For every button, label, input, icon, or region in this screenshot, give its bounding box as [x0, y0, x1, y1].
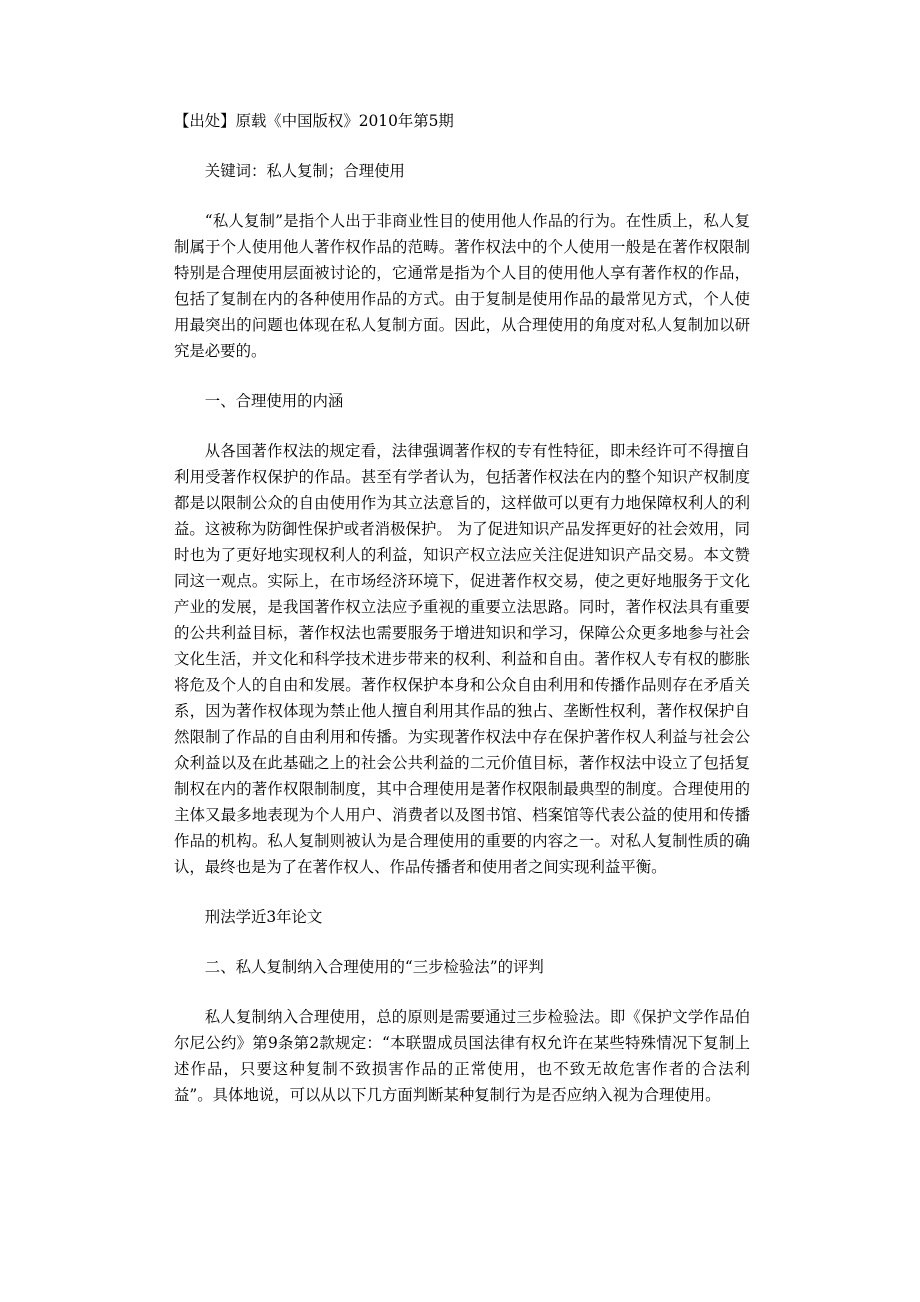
intro-paragraph: “私人复制”是指个人出于非商业性目的使用他人作品的行为。在性质上，私人复制属于个人使用他人著作权作品的范畴。著作权法中的个人使用一般是在著作权限制特别是合理使用层面被讨论的，它通常是指为个人目的使用他人享有著作权的作品，包括了复制在内的各种使用作品的方式。由于复制是使用作品的最常见方式，个人使用最突出的问题也体现在私人复制方面。因此，从合理使用的角度对私人复制加以研究是必要的。 — [174, 212, 750, 360]
section-body-1: 从各国著作权法的规定看，法律强调著作权的专有性特征，即未经许可不得擅自利用受著作权保护的作品。甚至有学者认为，包括著作权法在内的整个知识产权制度都是以限制公众的自由使用作为其立法意旨的，这样做可以更有力地保障权利人的利益。这被称为防御性保护或者消极保护。 为了促进知识产品发挥更好的社会效用，同时也为了更好地实现权利人的利益，知识产权立法应关注促进知识产品交易。本文赞同这一观点。实际上，在市场经济环境下，促进著作权交易，使之更好地服务于文化产业的发展，是我国著作权立法应予重视的重要立法思路。同时，著作权法具有重要的公共利益目标，著作权法也需要服务于增进知识和学习，保障公众更多地参与社会文化生活，并文化和科学技术进步带来的权利、利益和自由。著作权人专有权的膨胀将危及个人的自由和发展。著作权保护本身和公众自由利用和传播作品则存在矛盾关系，因为著作权体现为禁止他人擅自利用其作品的独占、垄断性权利，著作权保护自然限制了作品的自由利用和传播。为实现著作权法中存在保护著作权人利益与社会公众利益以及在此基础之上的社会公共利益的二元价值目标，著作权法中设立了包括复制权在内的著作权限制制度，其中合理使用是著作权限制最典型的制度。合理使用的主体又最多地表现为个人用户、消费者以及图书馆、档案馆等代表公益的使用和传播作品的机构。私人复制则被认为是合理使用的重要的内容之一。对私人复制性质的确认，最终也是为了在著作权人、作品传播者和使用者之间实现利益平衡。 — [174, 442, 750, 876]
keywords-line: 关键词：私人复制；合理使用 — [204, 162, 405, 180]
section-body-2: 私人复制纳入合理使用，总的原则是需要通过三步检验法。即《保护文学作品伯尔尼公约》第9条第2款规定：“本联盟成员国法律有权允许在某些特殊情况下复制上述作品，只要这种复制不致损害作品的正常使用，也不致无故危害作者的合法利益”。具体地说，可以从以下几方面判断某种复制行为是否应纳入视为合理使用。 — [174, 1008, 750, 1104]
interlude-line: 刑法学近3年论文 — [204, 908, 323, 926]
section-heading-2: 二、私人复制纳入合理使用的“三步检验法”的评判 — [204, 958, 544, 976]
document-page — [174, 108, 750, 1132]
section-heading-1: 一、合理使用的内涵 — [204, 392, 344, 410]
source-citation: 【出处】原载《中国版权》2010年第5期 — [174, 112, 454, 130]
